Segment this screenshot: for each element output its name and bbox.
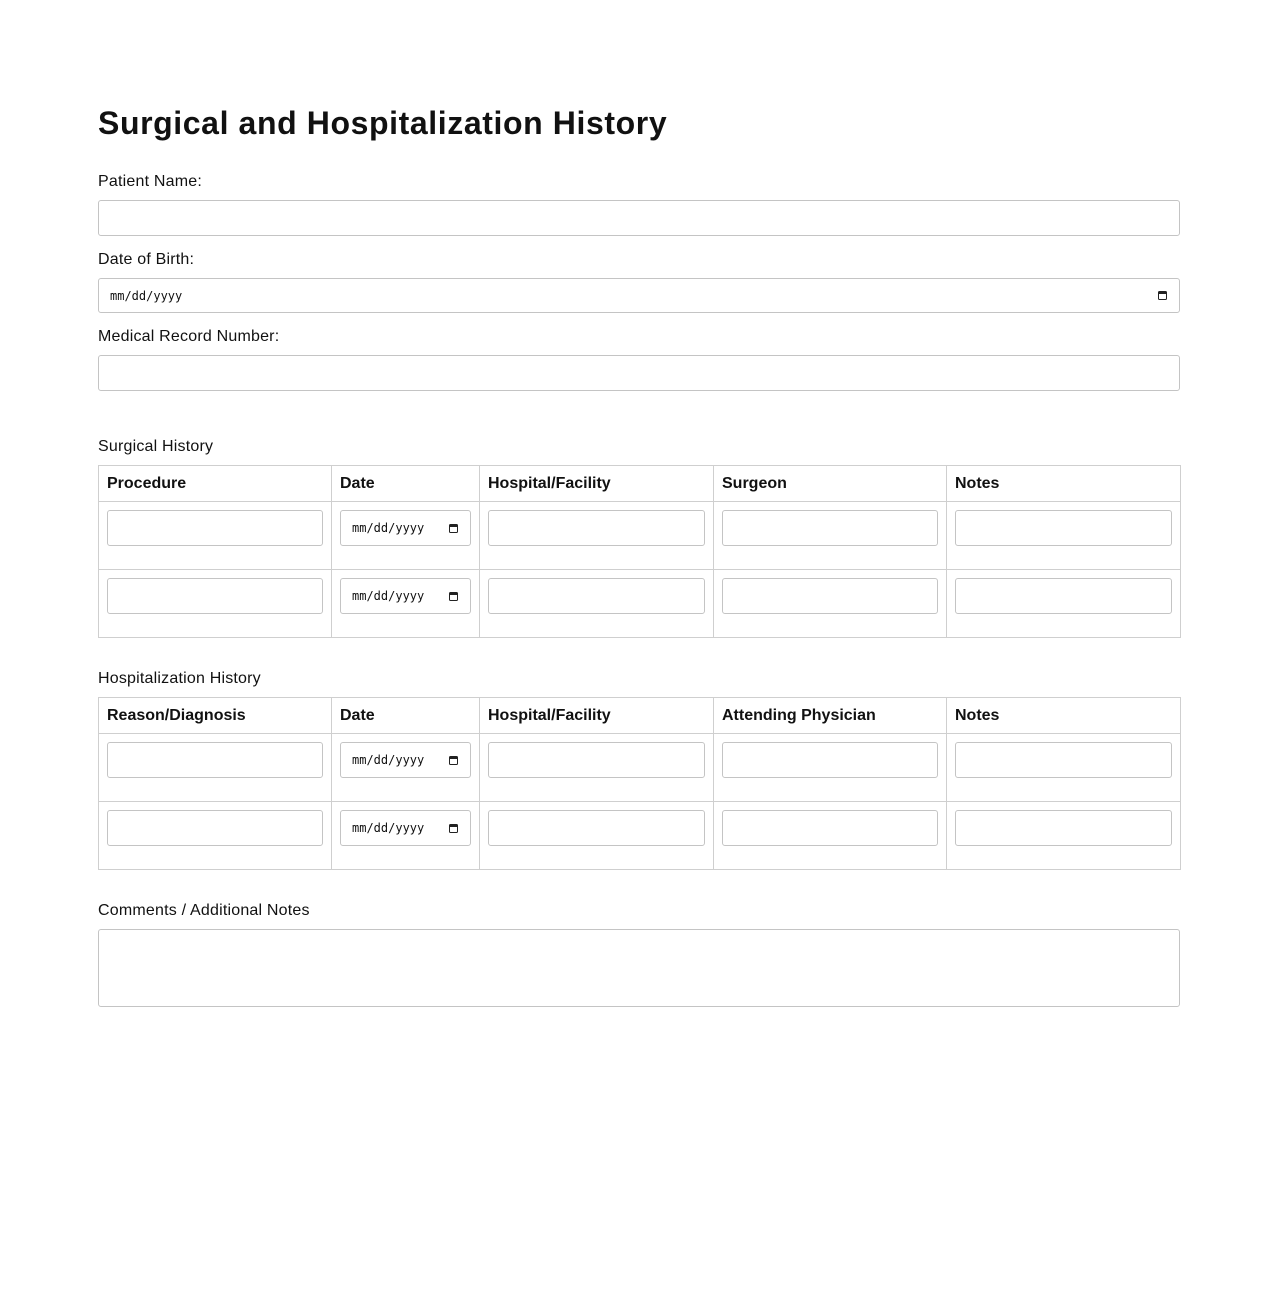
- hospitalization-history-heading: Hospitalization History: [98, 670, 261, 687]
- notes-input[interactable]: [955, 510, 1172, 546]
- calendar-icon[interactable]: [1158, 291, 1167, 300]
- column-header-notes: Notes: [947, 698, 1181, 734]
- calendar-icon[interactable]: [449, 824, 458, 833]
- facility-input[interactable]: [488, 810, 705, 846]
- mrn-input[interactable]: [98, 355, 1180, 391]
- mrn-label: Medical Record Number:: [98, 328, 280, 345]
- column-header-surgeon: Surgeon: [714, 466, 947, 502]
- date-placeholder: mm/dd/yyyy: [352, 753, 425, 767]
- dob-placeholder: mm/dd/yyyy: [110, 288, 183, 303]
- notes-input[interactable]: [955, 810, 1172, 846]
- patient-name-label: Patient Name:: [98, 173, 202, 190]
- facility-input[interactable]: [488, 578, 705, 614]
- comments-label: Comments / Additional Notes: [98, 902, 310, 919]
- surgery-date-input[interactable]: [340, 510, 471, 546]
- table-cell: [947, 802, 1181, 870]
- table-cell: [332, 502, 480, 570]
- procedure-input[interactable]: [107, 510, 323, 546]
- surgeon-input[interactable]: [722, 578, 938, 614]
- page-title: Surgical and Hospitalization History: [98, 105, 668, 141]
- column-header-facility: Hospital/Facility: [480, 698, 714, 734]
- physician-input[interactable]: [722, 810, 938, 846]
- calendar-icon[interactable]: [449, 524, 458, 533]
- table-header-row: [99, 698, 1181, 734]
- table-row: [99, 734, 1181, 802]
- table-cell: [332, 570, 480, 638]
- dob-label: Date of Birth:: [98, 251, 195, 268]
- table-cell: [480, 502, 714, 570]
- surgeon-input[interactable]: [722, 510, 938, 546]
- table-row: [99, 802, 1181, 870]
- table-cell: [480, 570, 714, 638]
- table-cell: [332, 802, 480, 870]
- column-header-date: Date: [332, 698, 480, 734]
- date-placeholder: mm/dd/yyyy: [352, 521, 425, 535]
- admission-date-input[interactable]: [340, 742, 471, 778]
- table-cell: [947, 502, 1181, 570]
- patient-name-input[interactable]: [98, 200, 1180, 236]
- table-cell: [714, 734, 947, 802]
- admission-date-input[interactable]: [340, 810, 471, 846]
- table-cell: [947, 570, 1181, 638]
- table-cell: [99, 570, 332, 638]
- table-header-row: [99, 466, 1181, 502]
- table-cell: [714, 802, 947, 870]
- table-row: [99, 502, 1181, 570]
- table-row: [99, 570, 1181, 638]
- column-header-date: Date: [332, 466, 480, 502]
- table-cell: [714, 502, 947, 570]
- date-placeholder: mm/dd/yyyy: [352, 589, 425, 603]
- surgery-date-input[interactable]: [340, 578, 471, 614]
- notes-input[interactable]: [955, 742, 1172, 778]
- facility-input[interactable]: [488, 510, 705, 546]
- column-header-reason: Reason/Diagnosis: [99, 698, 332, 734]
- notes-input[interactable]: [955, 578, 1172, 614]
- column-header-procedure: Procedure: [99, 466, 332, 502]
- surgical-history-table: [98, 465, 1181, 638]
- calendar-icon[interactable]: [449, 756, 458, 765]
- table-cell: [480, 734, 714, 802]
- table-cell: [714, 570, 947, 638]
- table-cell: [947, 734, 1181, 802]
- table-cell: [480, 802, 714, 870]
- column-header-notes: Notes: [947, 466, 1181, 502]
- table-cell: [332, 734, 480, 802]
- reason-input[interactable]: [107, 742, 323, 778]
- comments-textarea[interactable]: [98, 929, 1180, 1007]
- calendar-icon[interactable]: [449, 592, 458, 601]
- column-header-physician: Attending Physician: [714, 698, 947, 734]
- reason-input[interactable]: [107, 810, 323, 846]
- surgical-history-heading: Surgical History: [98, 438, 214, 455]
- table-cell: [99, 502, 332, 570]
- table-cell: [99, 734, 332, 802]
- date-placeholder: mm/dd/yyyy: [352, 821, 425, 835]
- table-cell: [99, 802, 332, 870]
- hospitalization-history-table: [98, 697, 1181, 870]
- procedure-input[interactable]: [107, 578, 323, 614]
- dob-input[interactable]: [98, 278, 1180, 313]
- facility-input[interactable]: [488, 742, 705, 778]
- physician-input[interactable]: [722, 742, 938, 778]
- column-header-facility: Hospital/Facility: [480, 466, 714, 502]
